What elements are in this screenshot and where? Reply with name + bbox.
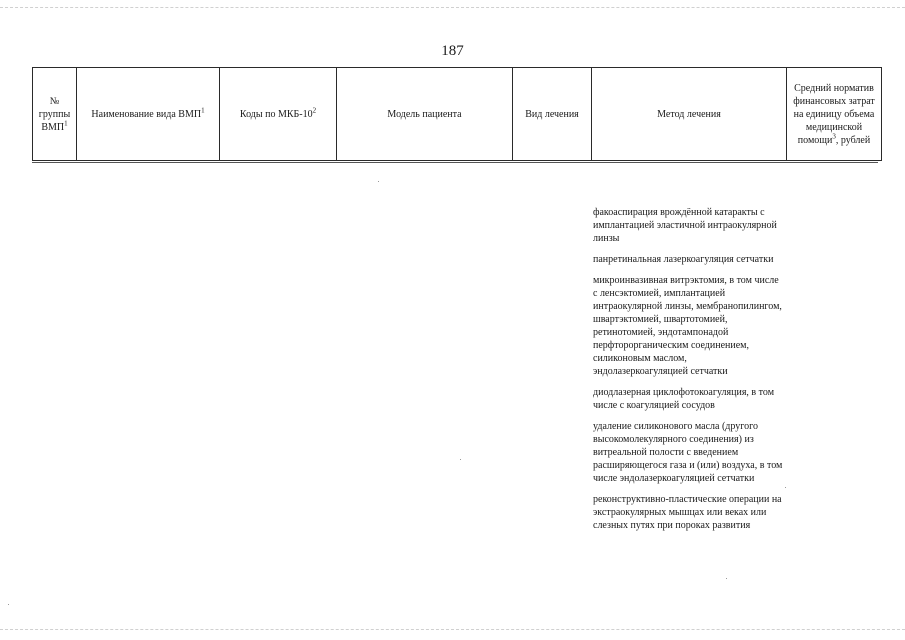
treatment-methods-list — [593, 206, 783, 540]
page-number: 187 — [441, 43, 464, 59]
scan-speck — [378, 181, 379, 182]
scan-artifact-top — [0, 7, 905, 8]
scan-speck — [460, 459, 461, 460]
table-header — [32, 67, 882, 161]
scan-speck — [8, 604, 9, 605]
treatment-method-item: панретинальная лазеркоагуляция сетчатки — [593, 254, 774, 265]
scan-speck — [785, 487, 786, 488]
header-group-number: № группы ВМП$^1$ — [33, 68, 77, 161]
header-icd-codes: Коды по МКБ-$10^2$ — [220, 68, 337, 161]
header-patient-model: Модель пациента — [337, 68, 513, 161]
treatment-method-item: реконструктивно-пластические операции на экстраокулярных мышцах или веках или слезных путях при пороках развития — [593, 494, 782, 531]
scan-speck — [726, 578, 727, 579]
treatment-method-item: факоаспирация врождённой катаракты с имплантацией эластичной интраокулярной линзы — [593, 207, 777, 244]
header-row — [33, 68, 882, 161]
scan-artifact-bottom — [0, 629, 905, 630]
treatment-method-item: удаление силиконового масла (другого высокомолекулярного соединения) из витреальной полости с введением расширяющегося газа и (или) воздуха, в том числе эндолазеркоагуляцией сетчатки — [593, 421, 783, 484]
treatment-method-item: диодлазерная циклофотокоагуляция, в том числе с коагуляцией сосудов — [593, 387, 775, 411]
header-treatment-method: Метод лечения — [592, 68, 787, 161]
header-cost-norm: Средний норматив финансовых затрат на единицу объема медицинской помощи$^3$, рублей — [787, 68, 882, 161]
header-divider — [32, 162, 878, 163]
header-vmp-name: Наименование вида ВМП$^1$ — [77, 68, 220, 161]
header-treatment-type: Вид лечения — [513, 68, 592, 161]
treatment-method-item: микроинвазивная витрэктомия, в том числе с ленсэктомией, имплантацией интраокулярной линзы, мембранопилингом, швартэктомией, швартотомией, ретинотомией, эндотампонадой перфторорганическим соединением, силиконовым маслом, эндолазеркоагуляцией сетчатки — [593, 275, 782, 377]
